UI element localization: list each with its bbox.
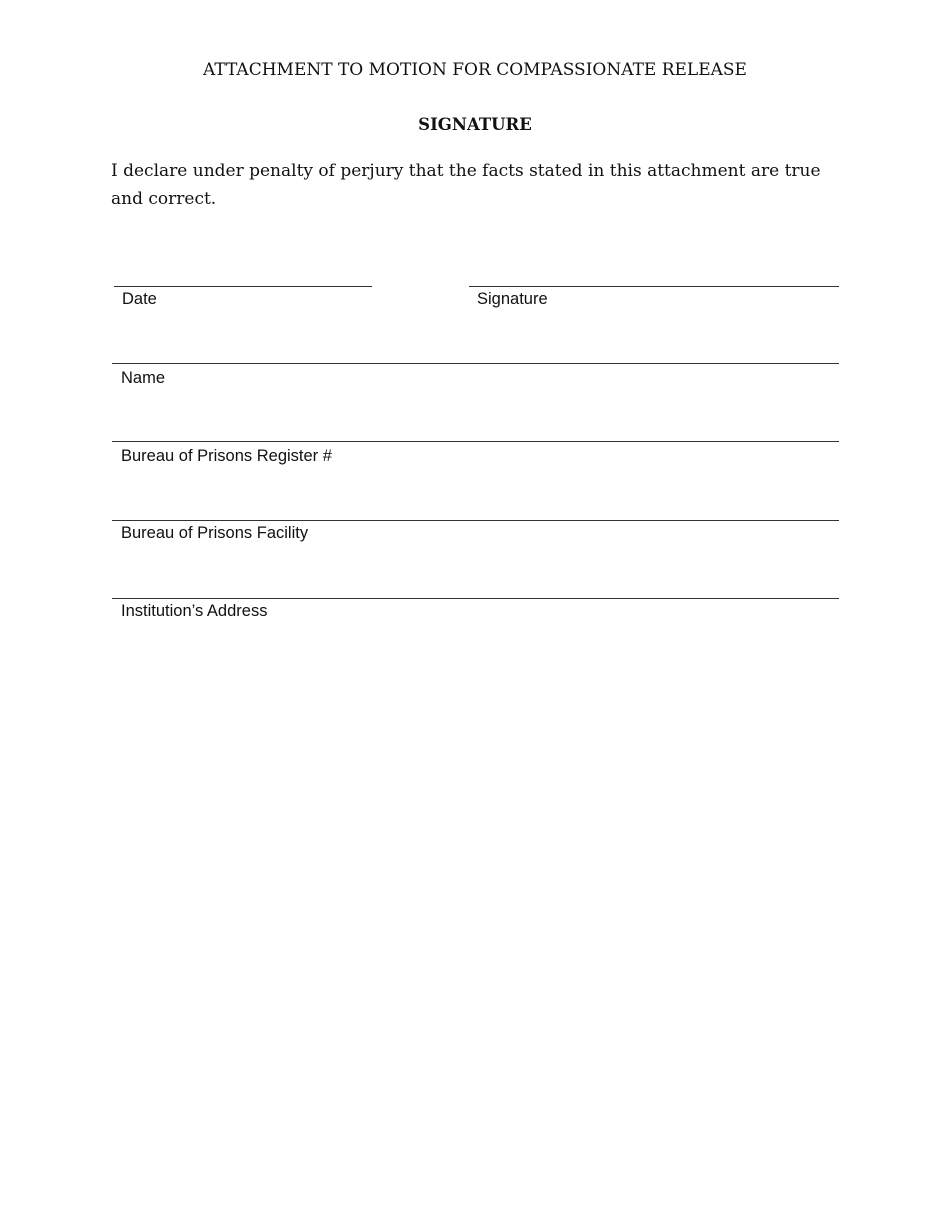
facility-line[interactable] [112, 520, 839, 521]
register-number-label: Bureau of Prisons Register # [121, 447, 332, 465]
signature-label: Signature [477, 290, 548, 308]
date-signature-line[interactable] [114, 286, 372, 287]
document-title: ATTACHMENT TO MOTION FOR COMPASSIONATE RELEASE [203, 60, 747, 80]
date-label: Date [122, 290, 157, 308]
address-label: Institution’s Address [121, 602, 268, 620]
name-line[interactable] [112, 363, 839, 364]
address-line[interactable] [112, 598, 839, 599]
facility-label: Bureau of Prisons Facility [121, 524, 309, 542]
name-label: Name [121, 369, 166, 387]
section-heading: SIGNATURE [418, 115, 532, 134]
signature-line[interactable] [469, 286, 839, 287]
declaration-text: I declare under penalty of perjury that the facts stated in this attachment are true and correct. [111, 161, 821, 209]
register-number-line[interactable] [112, 441, 839, 442]
